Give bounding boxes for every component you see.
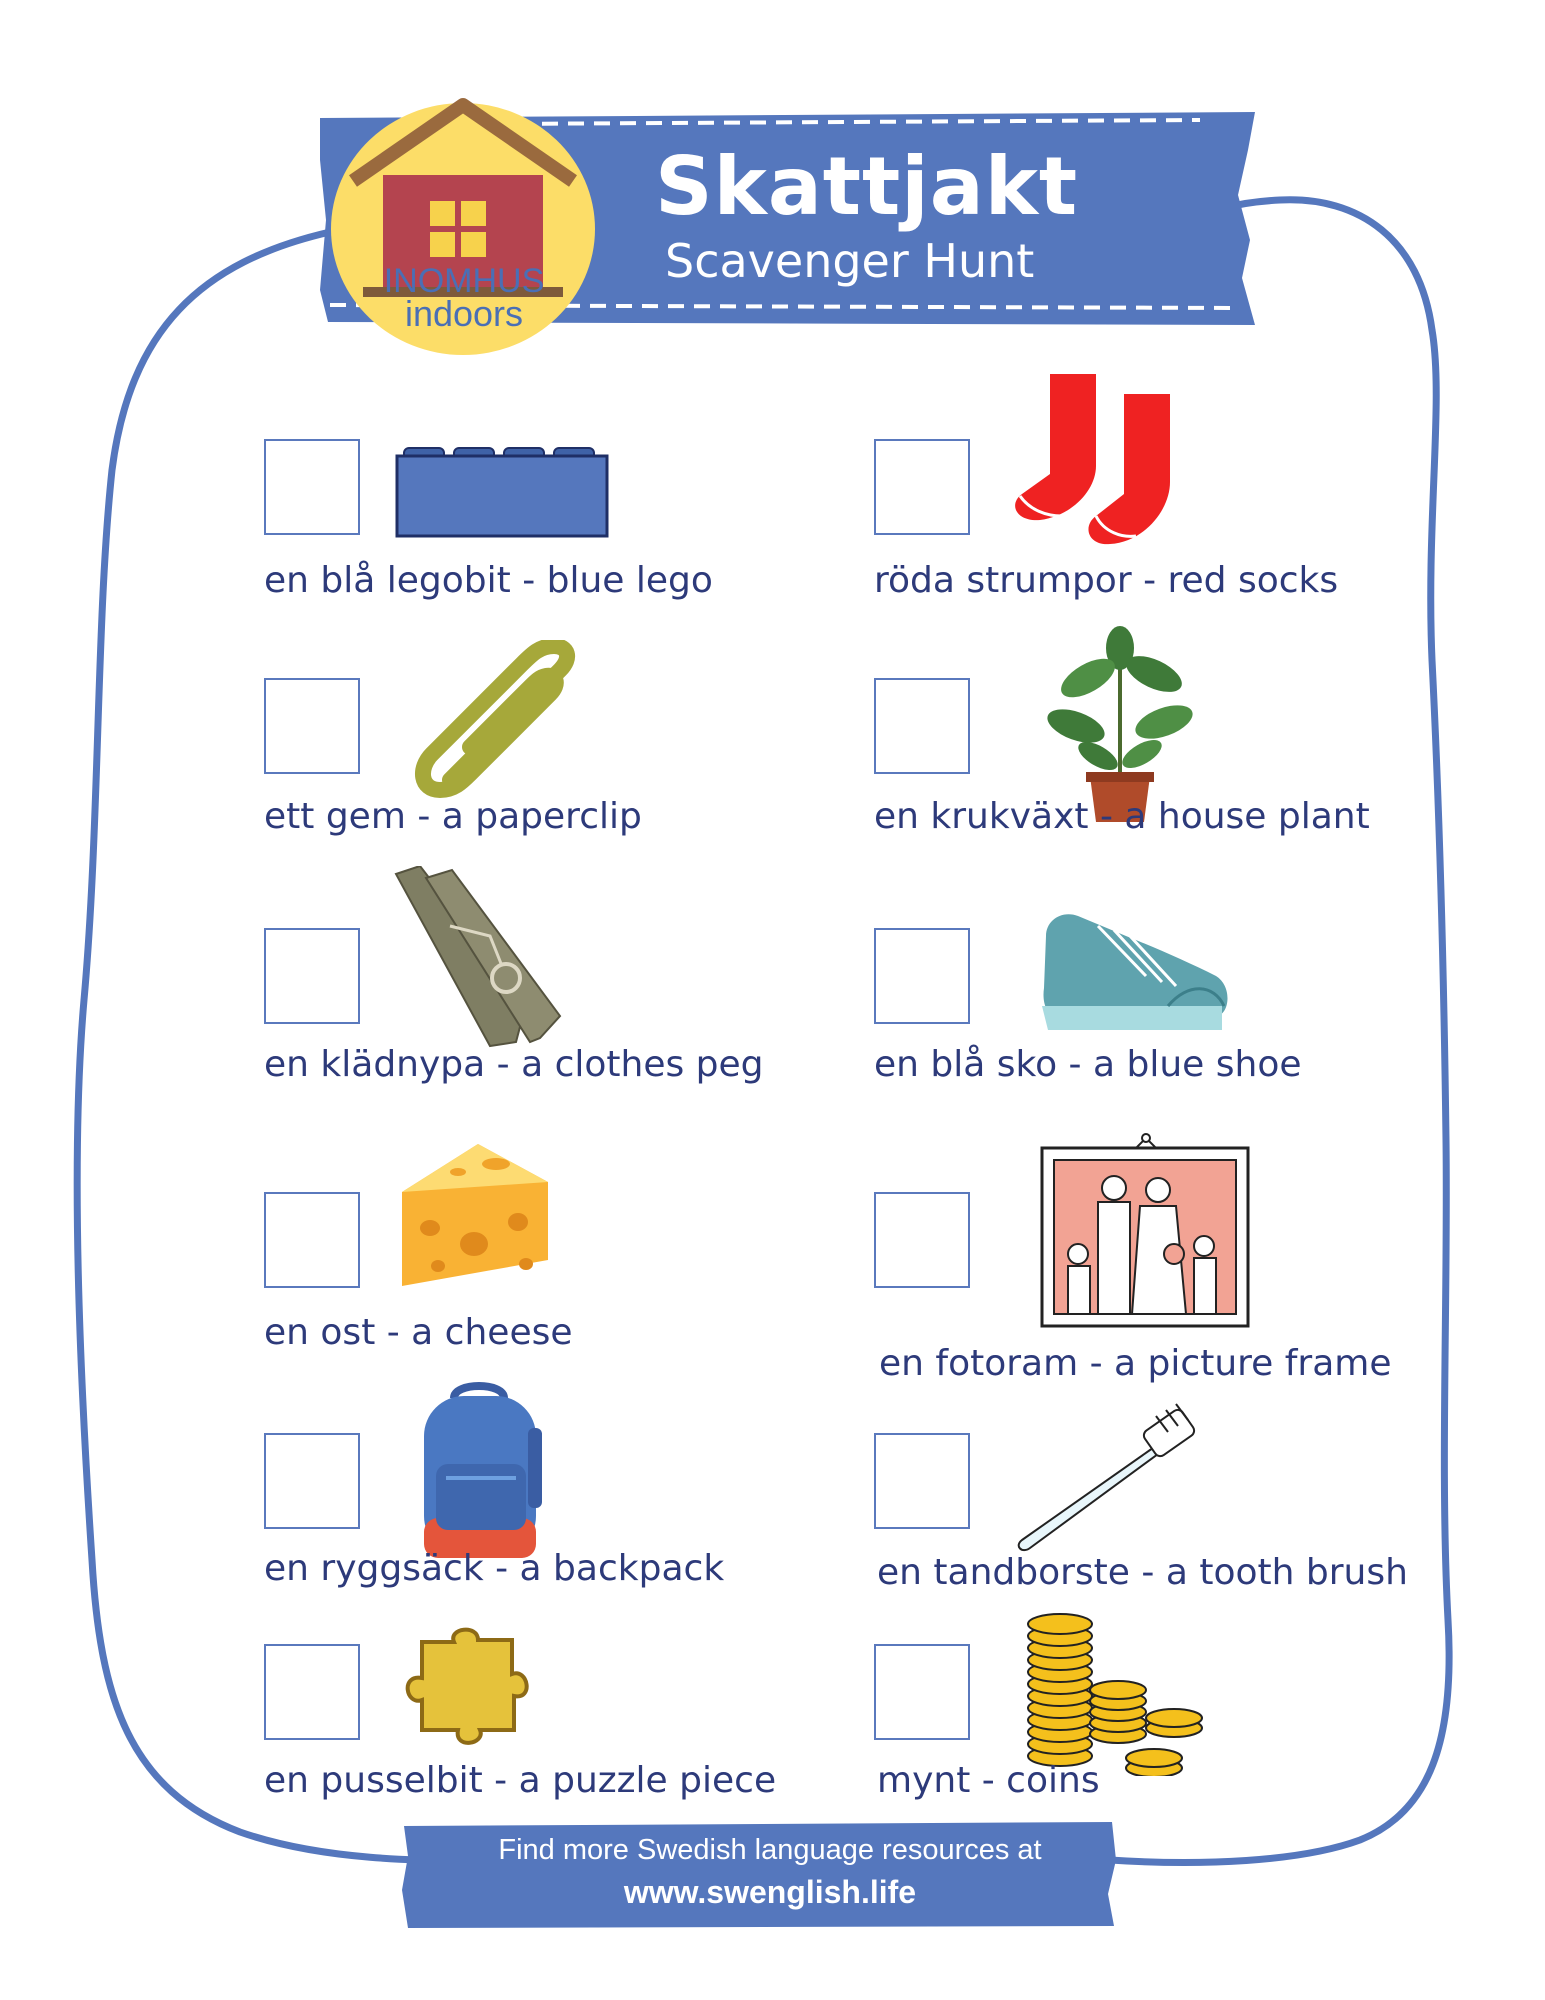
toothbrush-icon — [1010, 1402, 1200, 1552]
coins-icon — [1018, 1606, 1218, 1776]
checkbox-clothes-peg[interactable] — [264, 928, 360, 1024]
item-label-house-plant: en krukväxt - a house plant — [874, 796, 1370, 837]
backpack-icon — [418, 1378, 548, 1568]
checkbox-paperclip[interactable] — [264, 678, 360, 774]
item-label-blue-lego: en blå legobit - blue lego — [264, 560, 713, 601]
cheese-icon — [398, 1140, 558, 1290]
item-label-red-socks: röda strumpor - red socks — [874, 560, 1339, 601]
checkbox-blue-shoe[interactable] — [874, 928, 970, 1024]
item-label-tooth-brush: en tandborste - a tooth brush — [877, 1552, 1408, 1593]
paperclip-icon — [410, 640, 590, 800]
page-subtitle: Scavenger Hunt — [665, 234, 1035, 288]
item-label-backpack: en ryggsäck - a backpack — [264, 1548, 725, 1589]
footer-text: Find more Swedish language resources at — [498, 1834, 1042, 1866]
badge-label: INOMHUS — [383, 262, 545, 300]
footer-link[interactable]: www.swenglish.life — [623, 1874, 917, 1910]
checkbox-tooth-brush[interactable] — [874, 1433, 970, 1529]
checkbox-blue-lego[interactable] — [264, 439, 360, 535]
red-socks-icon — [1006, 370, 1206, 550]
checkbox-backpack[interactable] — [264, 1433, 360, 1529]
checkbox-red-socks[interactable] — [874, 439, 970, 535]
checkbox-puzzle-piece[interactable] — [264, 1644, 360, 1740]
checkbox-coins[interactable] — [874, 1644, 970, 1740]
item-label-paperclip: ett gem - a paperclip — [264, 796, 642, 837]
badge-sublabel: indoors — [404, 293, 524, 334]
checkbox-picture-frame[interactable] — [874, 1192, 970, 1288]
clothes-peg-icon — [390, 866, 570, 1056]
blue-shoe-icon — [1038, 906, 1234, 1046]
puzzle-piece-icon — [392, 1622, 542, 1762]
checkbox-house-plant[interactable] — [874, 678, 970, 774]
item-label-cheese: en ost - a cheese — [264, 1312, 573, 1353]
picture-frame-icon — [1036, 1130, 1256, 1330]
lego-brick-icon — [394, 438, 614, 538]
checkbox-cheese[interactable] — [264, 1192, 360, 1288]
item-label-puzzle-piece: en pusselbit - a puzzle piece — [264, 1760, 777, 1801]
item-label-clothes-peg: en klädnypa - a clothes peg — [264, 1044, 764, 1085]
item-label-coins: mynt - coins — [877, 1760, 1100, 1801]
page-title: Skattjakt — [655, 140, 1079, 233]
item-label-picture-frame: en fotoram - a picture frame — [879, 1343, 1392, 1384]
item-label-blue-shoe: en blå sko - a blue shoe — [874, 1044, 1302, 1085]
